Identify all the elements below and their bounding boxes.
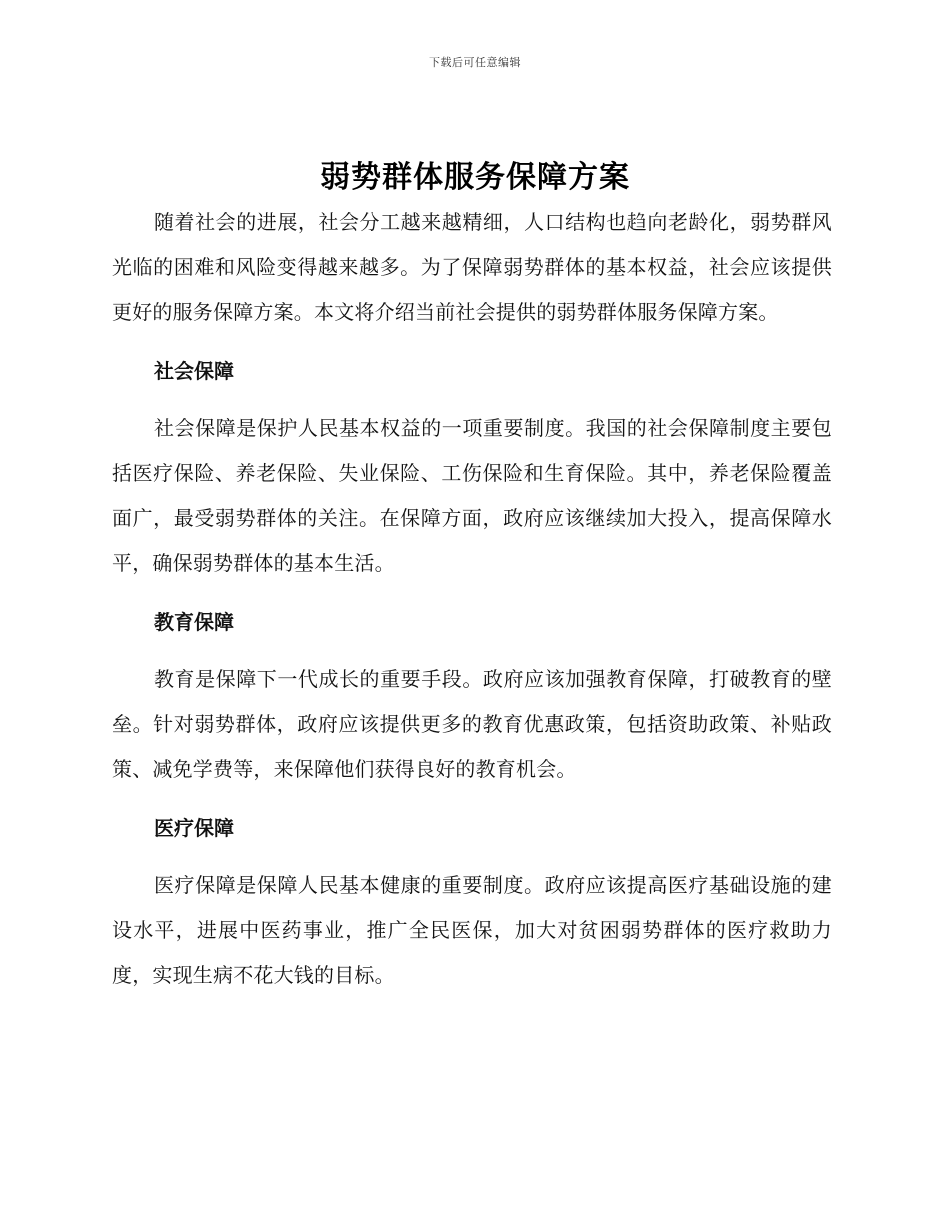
section-heading-social-security: 社会保障 — [154, 359, 234, 383]
section-body-social-security: 社会保障是保护人民基本权益的一项重要制度。我国的社会保障制度主要包括医疗保险、养老保险、失业保险、工伤保险和生育保险。其中，养老保险覆盖面广，最受弱势群体的关注。在保障方面，政府应该继续加大投入，提高保障水平，确保弱势群体的基本生活。 — [112, 416, 832, 575]
section-body-education: 教育是保障下一代成长的重要手段。政府应该加强教育保障，打破教育的壁垒。针对弱势群体，政府应该提供更多的教育优惠政策，包括资助政策、补贴政策、减免学费等，来保障他们获得良好的教育机会。 — [112, 667, 832, 781]
document-title: 弱势群体服务保障方案 — [320, 160, 630, 195]
section-body-medical: 医疗保障是保障人民基本健康的重要制度。政府应该提高医疗基础设施的建设水平，进展中医药事业，推广全民医保，加大对贫困弱势群体的医疗救助力度，实现生病不花大钱的目标。 — [112, 873, 832, 987]
document-body — [112, 200, 832, 998]
section-heading-medical: 医疗保障 — [154, 816, 234, 840]
section-heading-education: 教育保障 — [154, 610, 234, 634]
header-note: 下载后可任意编辑 — [429, 56, 521, 69]
intro-paragraph: 随着社会的进展，社会分工越来越精细，人口结构也趋向老龄化，弱势群风光临的困难和风险变得越来越多。为了保障弱势群体的基本权益，社会应该提供更好的服务保障方案。本文将介绍当前社会提供的弱势群体服务保障方案。 — [112, 210, 832, 324]
